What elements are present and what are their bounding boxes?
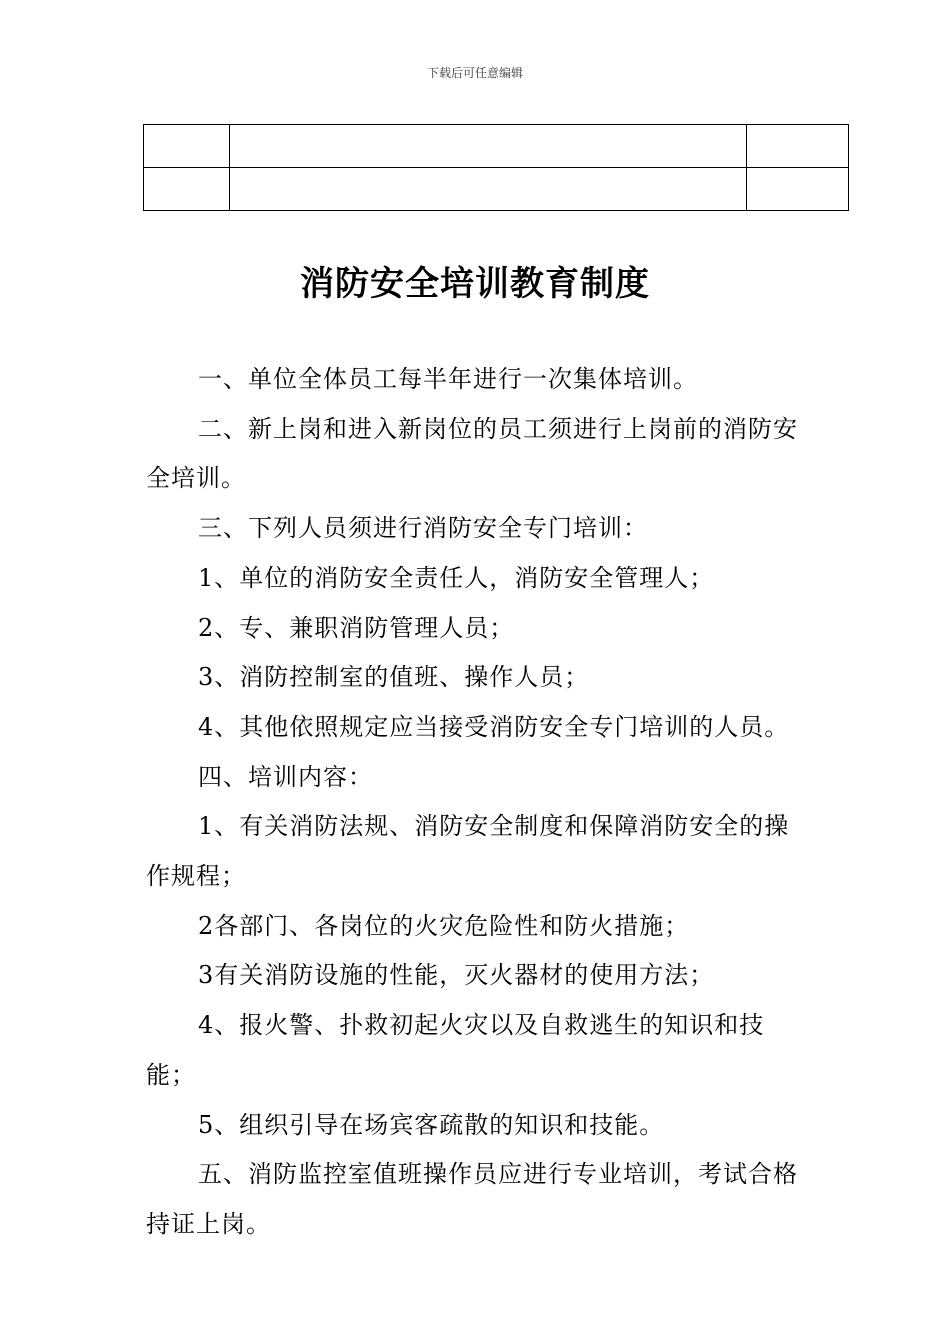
paragraph: 三、下列人员须进行消防安全专门培训： — [198, 514, 648, 543]
table-cell — [144, 125, 230, 168]
table-row — [144, 125, 849, 168]
table-row — [144, 168, 849, 211]
paragraph: 五、消防监控室值班操作员应进行专业培训，考试合格持证上岗。 — [146, 1160, 798, 1238]
paragraph: 4、报火警、扑救初起火灾以及自救逃生的知识和技能； — [146, 1011, 765, 1089]
table-cell — [230, 125, 747, 168]
table-cell — [144, 168, 230, 211]
paragraph: 二、新上岗和进入新岗位的员工须进行上岗前的消防安全培训。 — [146, 414, 798, 493]
paragraph: 3有关消防设施的性能，灭火器材的使用方法； — [198, 961, 715, 990]
paragraph: 5、组织引导在场宾客疏散的知识和技能。 — [198, 1110, 665, 1139]
paragraph: 1、有关消防法规、消防安全制度和保障消防安全的操作规程； — [146, 812, 790, 891]
paragraph: 2各部门、各岗位的火灾危险性和防火措施； — [198, 911, 690, 940]
paragraph: 四、培训内容： — [198, 762, 373, 791]
blank-header-table — [143, 124, 849, 211]
paragraph: 4、其他依照规定应当接受消防安全专门培训的人员。 — [198, 712, 790, 741]
table-cell — [747, 125, 849, 168]
table-cell — [230, 168, 747, 211]
paragraph: 1、单位的消防安全责任人，消防安全管理人； — [198, 563, 715, 592]
header-note: 下载后可任意编辑 — [426, 66, 523, 80]
document-title: 消防安全培训教育制度 — [300, 264, 650, 304]
document-body — [146, 355, 808, 1250]
paragraph: 3、消防控制室的值班、操作人员； — [198, 663, 590, 692]
table-cell — [747, 168, 849, 211]
paragraph: 2、专、兼职消防管理人员； — [198, 613, 515, 642]
paragraph: 一、单位全体员工每半年进行一次集体培训。 — [198, 365, 698, 393]
